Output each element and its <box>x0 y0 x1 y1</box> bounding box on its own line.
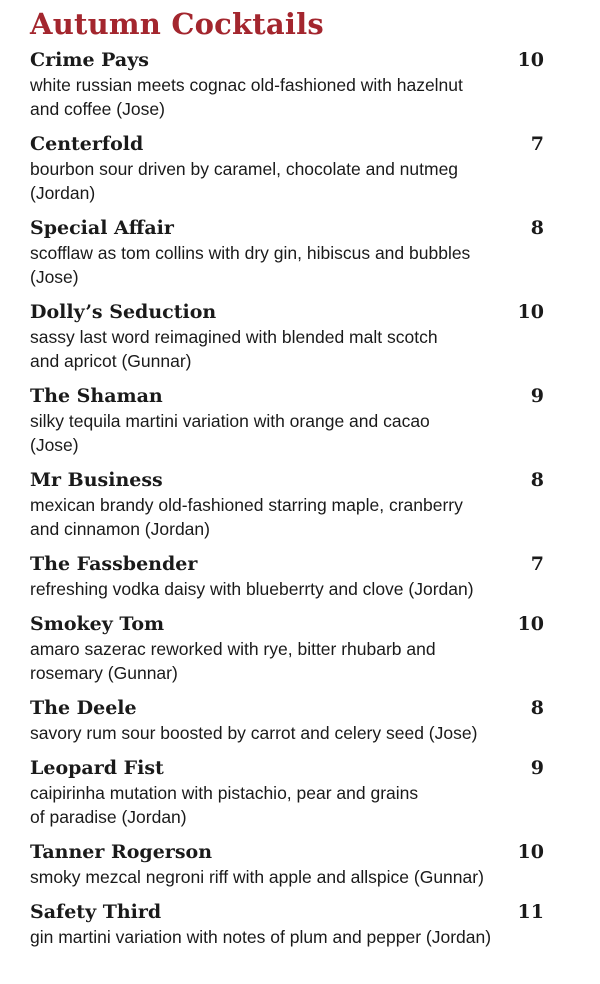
cocktail-header <box>30 132 560 157</box>
cocktail-description-line: and apricot (Gunnar) <box>30 351 192 371</box>
cocktail-price: 10 <box>517 841 544 863</box>
cocktail-price: 7 <box>530 553 544 575</box>
cocktail-price: 8 <box>530 697 544 719</box>
cocktail-description-line: (Jose) <box>30 435 79 455</box>
cocktail-price: 10 <box>517 301 544 323</box>
cocktail-header <box>30 552 560 577</box>
cocktail-price: 9 <box>530 757 544 779</box>
cocktail-name: Safety Third <box>30 901 162 923</box>
cocktail-price: 11 <box>517 901 544 923</box>
cocktail-description-line: white russian meets cognac old-fashioned with hazelnut <box>30 75 463 95</box>
cocktail-name: Dolly’s Seduction <box>30 301 217 323</box>
cocktail-description-line: amaro sazerac reworked with rye, bitter rhubarb and <box>30 639 436 659</box>
cocktail-price: 8 <box>530 469 544 491</box>
cocktail-description-line: of paradise (Jordan) <box>30 807 187 827</box>
cocktail-description-line: savory rum sour boosted by carrot and celery seed (Jose) <box>30 723 478 743</box>
cocktail-name: Crime Pays <box>30 49 149 71</box>
cocktail-description-line: rosemary (Gunnar) <box>30 663 178 683</box>
cocktail-header <box>30 384 560 409</box>
cocktail-item <box>30 384 560 457</box>
cocktail-item <box>30 48 560 121</box>
cocktail-description-line: (Jose) <box>30 267 79 287</box>
cocktail-description-line: sassy last word reimagined with blended malt scotch <box>30 327 438 347</box>
cocktail-price: 9 <box>530 385 544 407</box>
cocktail-item <box>30 300 560 373</box>
cocktail-name: Mr Business <box>30 469 163 491</box>
cocktail-item <box>30 900 560 949</box>
cocktail-name: Tanner Rogerson <box>30 841 213 863</box>
cocktail-item <box>30 468 560 541</box>
cocktail-name: Special Affair <box>30 217 174 239</box>
cocktail-item <box>30 612 560 685</box>
cocktail-price: 10 <box>517 49 544 71</box>
cocktail-description-line: gin martini variation with notes of plum and pepper (Jordan) <box>30 927 492 947</box>
cocktail-name: Centerfold <box>30 133 144 155</box>
cocktail-description-line: and cinnamon (Jordan) <box>30 519 210 539</box>
cocktail-header <box>30 756 560 781</box>
cocktail-header <box>30 840 560 865</box>
cocktail-price: 7 <box>530 133 544 155</box>
cocktail-item <box>30 132 560 205</box>
cocktail-name: The Fassbender <box>30 553 198 575</box>
menu-title: Autumn Cocktails <box>30 7 324 41</box>
cocktail-description-line: silky tequila martini variation with orange and cacao <box>30 411 430 431</box>
cocktail-menu <box>30 0 560 949</box>
cocktail-header <box>30 48 560 73</box>
cocktail-description-line: mexican brandy old-fashioned starring maple, cranberry <box>30 495 463 515</box>
cocktail-name: The Deele <box>30 697 137 719</box>
cocktail-description-line: smoky mezcal negroni riff with apple and allspice (Gunnar) <box>30 867 484 887</box>
cocktail-price: 8 <box>530 217 544 239</box>
cocktail-item <box>30 552 560 601</box>
cocktail-item <box>30 696 560 745</box>
cocktail-item <box>30 216 560 289</box>
cocktail-description-line: and coffee (Jose) <box>30 99 165 119</box>
cocktail-description-line: refreshing vodka daisy with blueberrty and clove (Jordan) <box>30 579 474 599</box>
cocktail-list <box>30 48 560 949</box>
cocktail-header <box>30 900 560 925</box>
cocktail-description-line: (Jordan) <box>30 183 96 203</box>
cocktail-name: The Shaman <box>30 385 163 407</box>
cocktail-header <box>30 612 560 637</box>
cocktail-header <box>30 696 560 721</box>
cocktail-description-line: scofflaw as tom collins with dry gin, hibiscus and bubbles <box>30 243 471 263</box>
cocktail-item <box>30 756 560 829</box>
cocktail-description-line: bourbon sour driven by caramel, chocolate and nutmeg <box>30 159 459 179</box>
cocktail-name: Leopard Fist <box>30 757 164 779</box>
cocktail-price: 10 <box>517 613 544 635</box>
cocktail-item <box>30 840 560 889</box>
cocktail-name: Smokey Tom <box>30 613 165 635</box>
cocktail-description-line: caipirinha mutation with pistachio, pear and grains <box>30 783 419 803</box>
cocktail-header <box>30 216 560 241</box>
cocktail-header <box>30 468 560 493</box>
cocktail-header <box>30 300 560 325</box>
